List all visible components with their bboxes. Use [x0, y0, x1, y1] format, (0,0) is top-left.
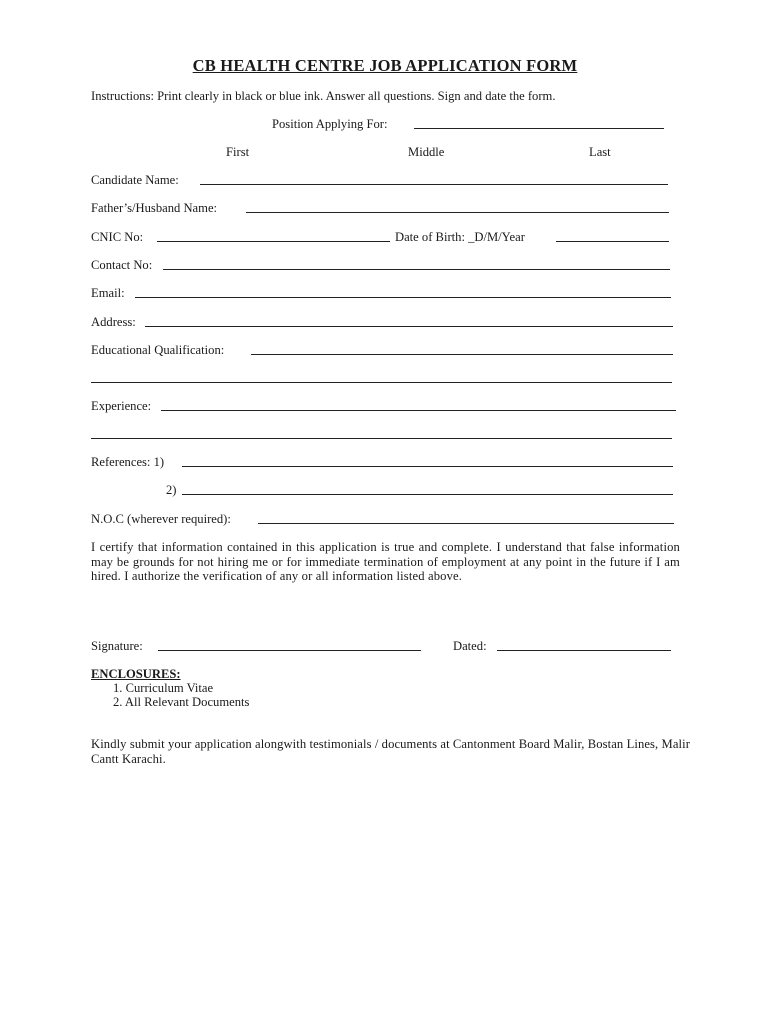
- noc-field[interactable]: [258, 523, 674, 524]
- dob-field[interactable]: [556, 241, 669, 242]
- signature-label: Signature:: [91, 639, 143, 653]
- candidate-name-label: Candidate Name:: [91, 173, 179, 187]
- experience-label: Experience:: [91, 399, 152, 413]
- experience-field[interactable]: [161, 410, 676, 411]
- cnic-label: CNIC No:: [91, 230, 144, 244]
- father-husband-name-label: Father’s/Husband Name:: [91, 201, 218, 215]
- education-field[interactable]: [251, 354, 673, 355]
- name-part-middle: Middle: [408, 145, 445, 159]
- reference-2-field[interactable]: [182, 494, 673, 495]
- email-field[interactable]: [135, 297, 671, 298]
- email-label: Email:: [91, 286, 125, 300]
- dob-label: Date of Birth: _D/M/Year: [395, 230, 525, 244]
- father-husband-name-field[interactable]: [246, 212, 669, 213]
- experience-field-continued[interactable]: [91, 438, 672, 439]
- position-field[interactable]: [414, 128, 664, 129]
- cnic-field[interactable]: [157, 241, 390, 242]
- enclosure-item: 1. Curriculum Vitae: [113, 681, 214, 695]
- dated-field[interactable]: [497, 650, 671, 651]
- contact-field[interactable]: [163, 269, 670, 270]
- education-field-continued[interactable]: [91, 382, 672, 383]
- submission-note: Kindly submit your application alongwith testimonials / documents at Cantonment Board Malir, Bostan Lines, Malir Cantt Karachi.: [91, 737, 691, 766]
- address-field[interactable]: [145, 326, 673, 327]
- address-label: Address:: [91, 315, 136, 329]
- noc-label: N.O.C (wherever required):: [91, 512, 231, 526]
- candidate-name-field[interactable]: [200, 184, 668, 185]
- instructions: Instructions: Print clearly in black or blue ink. Answer all questions. Sign and date the form.: [91, 89, 556, 103]
- enclosure-item: 2. All Relevant Documents: [113, 695, 250, 709]
- form-title: CB HEALTH CENTRE JOB APPLICATION FORM: [192, 56, 578, 75]
- signature-field[interactable]: [158, 650, 421, 651]
- contact-label: Contact No:: [91, 258, 153, 272]
- reference-2-label: 2): [166, 483, 177, 497]
- name-part-last: Last: [589, 145, 611, 159]
- dated-label: Dated:: [453, 639, 487, 653]
- certification-statement: I certify that information contained in this application is true and complete. I understand that false information may be grounds for not hiring me or for immediate termination of employment at any point in the future if I am hired. I authorize the verification of any or all information listed above.: [91, 540, 680, 583]
- reference-1-field[interactable]: [182, 466, 673, 467]
- reference-1-label: References: 1): [91, 455, 165, 469]
- position-label: Position Applying For:: [272, 117, 388, 131]
- education-label: Educational Qualification:: [91, 343, 225, 357]
- name-part-first: First: [226, 145, 250, 159]
- enclosures-title: ENCLOSURES:: [91, 667, 181, 681]
